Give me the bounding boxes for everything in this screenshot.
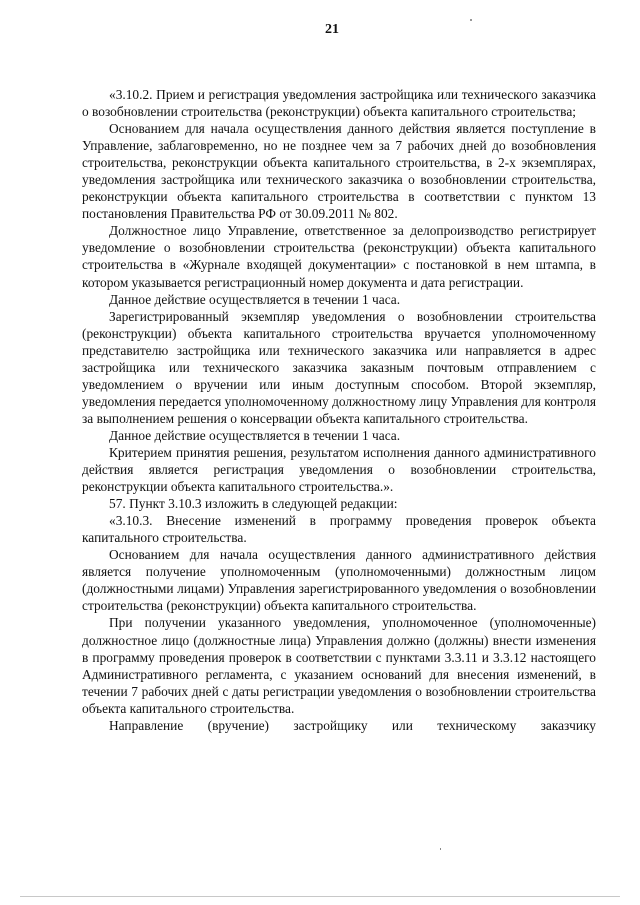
paragraph: Зарегистрированный экземпляр уведомления о возобновлении строительства (реконструкции) объекта капитального строительства вручается уполномоченному представителю застройщика или технического заказчика или направляется в адрес застройщика или технического заказчика заказным почтовым отправлением с уведомлением о вручении или иным доступным способом. Второй экземпляр, уведомления передается уполномоченному должностному лицу Управления для контроля за выполнением решения о консервации объекта капитального строительства. [82, 308, 597, 426]
paragraph: «3.10.2. Прием и регистрация уведомления застройщика или технического заказчика о возобновлении строительства (реконструкции) объекта капитального строительства; [82, 87, 596, 120]
paragraph: «3.10.3. Внесение изменений в программу проведения проверок объекта капитального строительства. [82, 513, 596, 546]
scan-speck [440, 848, 441, 850]
paragraph-last: Направление (вручение) застройщику или техническому заказчику [109, 717, 596, 733]
paragraph: Данное действие осуществляется в течении 1 часа. [109, 427, 401, 443]
paragraph: Основанием для начала осуществления данного административного действия является получение уполномоченным (уполномоченными) должностным лицом (должностными лицами) Управления зарегистрированного уведомления о возобновлении строительства (реконструкции) объекта капитального строительства. [82, 547, 596, 614]
paragraph: Должностное лицо Управление, ответственное за делопроизводство регистрирует уведомление о возобновлении строительства (реконструкции) объекта капитального строительства в «Журнале входящей документации» с постановкой в нем штампа, в котором указывается регистрационный номер документа и дата регистрации. [82, 223, 596, 290]
scan-speck [470, 19, 472, 21]
page-number: 21 [325, 22, 339, 37]
document-body [82, 86, 596, 734]
paragraph: 57. Пункт 3.10.3 изложить в следующей редакции: [109, 496, 398, 512]
paragraph: При получении указанного уведомления, уполномоченное (уполномоченные) должностное лицо (должностные лица) Управления должно (должны) внести изменения в программу проведения проверок в соответствии с пунктами 3.3.11 и 3.3.12 настоящего Административного регламента, с указанием оснований для внесения изменений, в течении 7 рабочих дней с даты регистрации уведомления о возобновлении строительства объекта капитального строительства. [82, 615, 596, 716]
paragraph: Основанием для начала осуществления данного действия является поступление в Управление, заблаговременно, но не позднее чем за 7 рабочих дней до возобновления строительства, реконструкции объекта капитального строительства, в 2-х экземплярах, уведомления застройщика или технического заказчика о возобновлении строительства, реконструкции объекта капитального строительства в соответствии с пунктом 13 постановления Правительства РФ от 30.09.2011 № 802. [82, 121, 596, 222]
paragraph: Критерием принятия решения, результатом исполнения данного административного действия является регистрация уведомления о возобновлении строительства, реконструкции объекта капитального строительства.». [82, 444, 596, 495]
scan-edge-line [20, 896, 620, 897]
paragraph: Данное действие осуществляется в течении 1 часа. [109, 291, 401, 307]
